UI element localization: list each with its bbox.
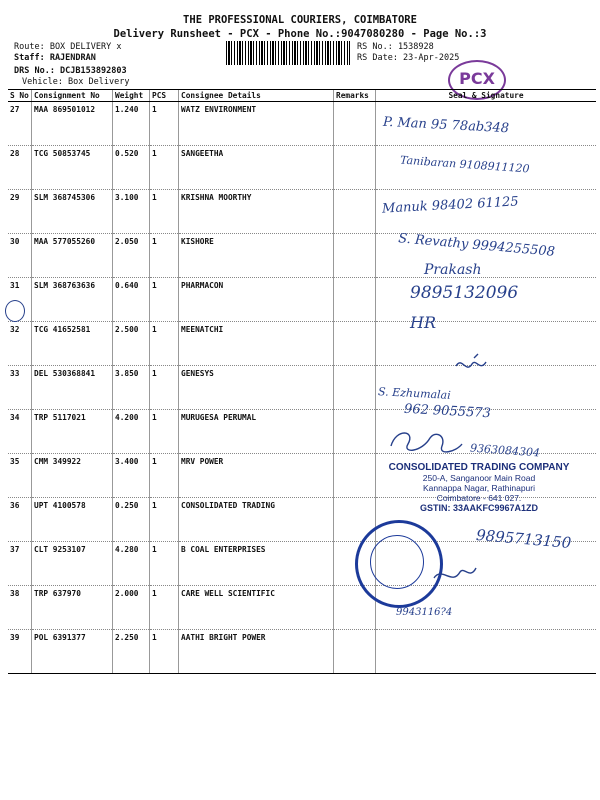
- row-consignee: KRISHNA MOORTHY: [179, 190, 334, 234]
- row-consignee: CARE WELL SCIENTIFIC: [179, 586, 334, 630]
- route-label: Route: BOX DELIVERY x: [14, 42, 122, 52]
- row-consignment-number: TRP 5117021: [32, 410, 113, 454]
- row-remarks: [334, 366, 376, 410]
- company-stamp: [382, 462, 576, 513]
- company-stamp-name: CONSOLIDATED TRADING COMPANY: [388, 462, 570, 473]
- row-consignee: MURUGESA PERUMAL: [179, 410, 334, 454]
- row-weight: 2.050: [113, 234, 150, 278]
- row-pcs: 1: [150, 366, 179, 410]
- row-32-circle-mark: [5, 300, 25, 322]
- row-sno: 31: [8, 278, 32, 322]
- row-consignment-number: CMM 349922: [32, 454, 113, 498]
- row-sno: 39: [8, 630, 32, 674]
- col-weight: Weight: [113, 90, 150, 102]
- company-stamp-line2: Kannappa Nagar, Rathinapuri: [423, 483, 535, 493]
- row-consignee: AATHI BRIGHT POWER: [179, 630, 334, 674]
- row-weight: 3.100: [113, 190, 150, 234]
- row-sno: 34: [8, 410, 32, 454]
- signature-34-name: S. Ezhumalai: [377, 385, 452, 402]
- col-signature: Seal & Signature: [376, 90, 597, 102]
- company-stamp-gstin: GSTIN: 33AAKFC9967A1ZD: [419, 503, 539, 513]
- row-weight: 1.240: [113, 102, 150, 146]
- row-pcs: 1: [150, 190, 179, 234]
- row-consignment-number: POL 6391377: [32, 630, 113, 674]
- row-consignee: B COAL ENTERPRISES: [179, 542, 334, 586]
- row-sno: 37: [8, 542, 32, 586]
- row-weight: 4.200: [113, 410, 150, 454]
- signature-29: Manuk 98402 61125: [381, 194, 519, 217]
- row-remarks: [334, 454, 376, 498]
- row-sno: 28: [8, 146, 32, 190]
- table-row: [8, 366, 596, 410]
- row-remarks: [334, 234, 376, 278]
- row-consignment-number: TCG 50853745: [32, 146, 113, 190]
- signature-39: 9943116?4: [396, 607, 453, 618]
- row-sno: 35: [8, 454, 32, 498]
- row-consignee: SANGEETHA: [179, 146, 334, 190]
- row-weight: 3.850: [113, 366, 150, 410]
- table-row: [8, 586, 596, 630]
- signature-37: 9895713150: [475, 525, 573, 553]
- row-sno: 27: [8, 102, 32, 146]
- table-header: [8, 90, 596, 102]
- row-pcs: 1: [150, 146, 179, 190]
- pcx-stamp: PCX: [448, 60, 506, 100]
- row-sno: 32: [8, 322, 32, 366]
- col-pcs: PCS: [150, 90, 179, 102]
- signature-34-phone: 962 9055573: [403, 401, 492, 422]
- signature-31-phone: 9895132096: [410, 283, 519, 303]
- row-weight: 0.640: [113, 278, 150, 322]
- row-weight: 4.280: [113, 542, 150, 586]
- row-pcs: 1: [150, 586, 179, 630]
- row-consignment-number: TCG 41652581: [32, 322, 113, 366]
- row-consignment-number: SLM 368763636: [32, 278, 113, 322]
- row-pcs: 1: [150, 454, 179, 498]
- row-sno: 38: [8, 586, 32, 630]
- row-weight: 2.500: [113, 322, 150, 366]
- row-consignee: WATZ ENVIRONMENT: [179, 102, 334, 146]
- row-weight: 2.250: [113, 630, 150, 674]
- col-sno: S No: [8, 90, 32, 102]
- staff-label: Staff: RAJENDRAN: [14, 53, 96, 63]
- row-consignment-number: TRP 637970: [32, 586, 113, 630]
- row-consignment-number: DEL 530368841: [32, 366, 113, 410]
- signature-32: HR: [410, 313, 436, 332]
- row-consignment-number: CLT 9253107: [32, 542, 113, 586]
- signature-35-phone: 9363084304: [469, 441, 541, 460]
- row-remarks: [334, 190, 376, 234]
- row-pcs: 1: [150, 410, 179, 454]
- row-consignee: GENESYS: [179, 366, 334, 410]
- row-pcs: 1: [150, 630, 179, 674]
- table-row: [8, 322, 596, 366]
- signature-31-name: Prakash: [424, 262, 482, 278]
- row-sno: 33: [8, 366, 32, 410]
- row-consignee: KISHORE: [179, 234, 334, 278]
- runsheet-table: [8, 89, 596, 674]
- row-remarks: [334, 322, 376, 366]
- row-consignment-number: UPT 4100578: [32, 498, 113, 542]
- col-consignee: Consignee Details: [179, 90, 334, 102]
- row-sno: 36: [8, 498, 32, 542]
- row-consignee: MRV POWER: [179, 454, 334, 498]
- drs-number: DRS No.: DCJB153892803: [14, 66, 127, 76]
- runsheet-title: Delivery Runsheet - PCX - Phone No.:9047080280 - Page No.:3: [113, 28, 487, 40]
- table-row: [8, 630, 596, 674]
- row-pcs: 1: [150, 278, 179, 322]
- row-sno: 30: [8, 234, 32, 278]
- signature-33: [454, 352, 494, 378]
- rs-date: RS Date: 23-Apr-2025: [357, 53, 460, 63]
- signature-27: P. Man 95 78ab348: [382, 114, 510, 137]
- row-consignment-number: MAA 577055260: [32, 234, 113, 278]
- row-weight: 0.250: [113, 498, 150, 542]
- row-sno: 29: [8, 190, 32, 234]
- row-consignment-number: SLM 368745306: [32, 190, 113, 234]
- col-consignment: Consignment No: [32, 90, 113, 102]
- signature-30: S. Revathy 9994255508: [397, 231, 556, 260]
- row-consignment-number: MAA 869501012: [32, 102, 113, 146]
- row-consignee: CONSOLIDATED TRADING: [179, 498, 334, 542]
- row-weight: 3.400: [113, 454, 150, 498]
- row-remarks: [334, 278, 376, 322]
- row-weight: 2.000: [113, 586, 150, 630]
- row-pcs: 1: [150, 542, 179, 586]
- row-pcs: 1: [150, 102, 179, 146]
- col-remarks: Remarks: [334, 90, 376, 102]
- row-pcs: 1: [150, 498, 179, 542]
- row-remarks: [334, 102, 376, 146]
- signature-38: [430, 560, 480, 590]
- company-stamp-line3: Coimbatore - 641 027.: [436, 493, 522, 503]
- signature-35: [386, 426, 466, 460]
- row-weight: 0.520: [113, 146, 150, 190]
- row-consignee: MEENATCHI: [179, 322, 334, 366]
- row-pcs: 1: [150, 322, 179, 366]
- barcode: [226, 41, 350, 65]
- rs-number: RS No.: 1538928: [357, 42, 434, 52]
- vehicle-label: Vehicle: Box Delivery: [22, 77, 130, 87]
- row-signature-cell: [376, 630, 597, 674]
- row-pcs: 1: [150, 234, 179, 278]
- signature-28: Tanibaran 9108911120: [399, 153, 530, 176]
- company-stamp-line1: 250-A, Sanganoor Main Road: [422, 473, 536, 483]
- company-title: THE PROFESSIONAL COURIERS, COIMBATORE: [183, 14, 417, 26]
- table-row: [8, 542, 596, 586]
- row-remarks: [334, 410, 376, 454]
- row-consignee: PHARMACON: [179, 278, 334, 322]
- row-remarks: [334, 630, 376, 674]
- row-remarks: [334, 146, 376, 190]
